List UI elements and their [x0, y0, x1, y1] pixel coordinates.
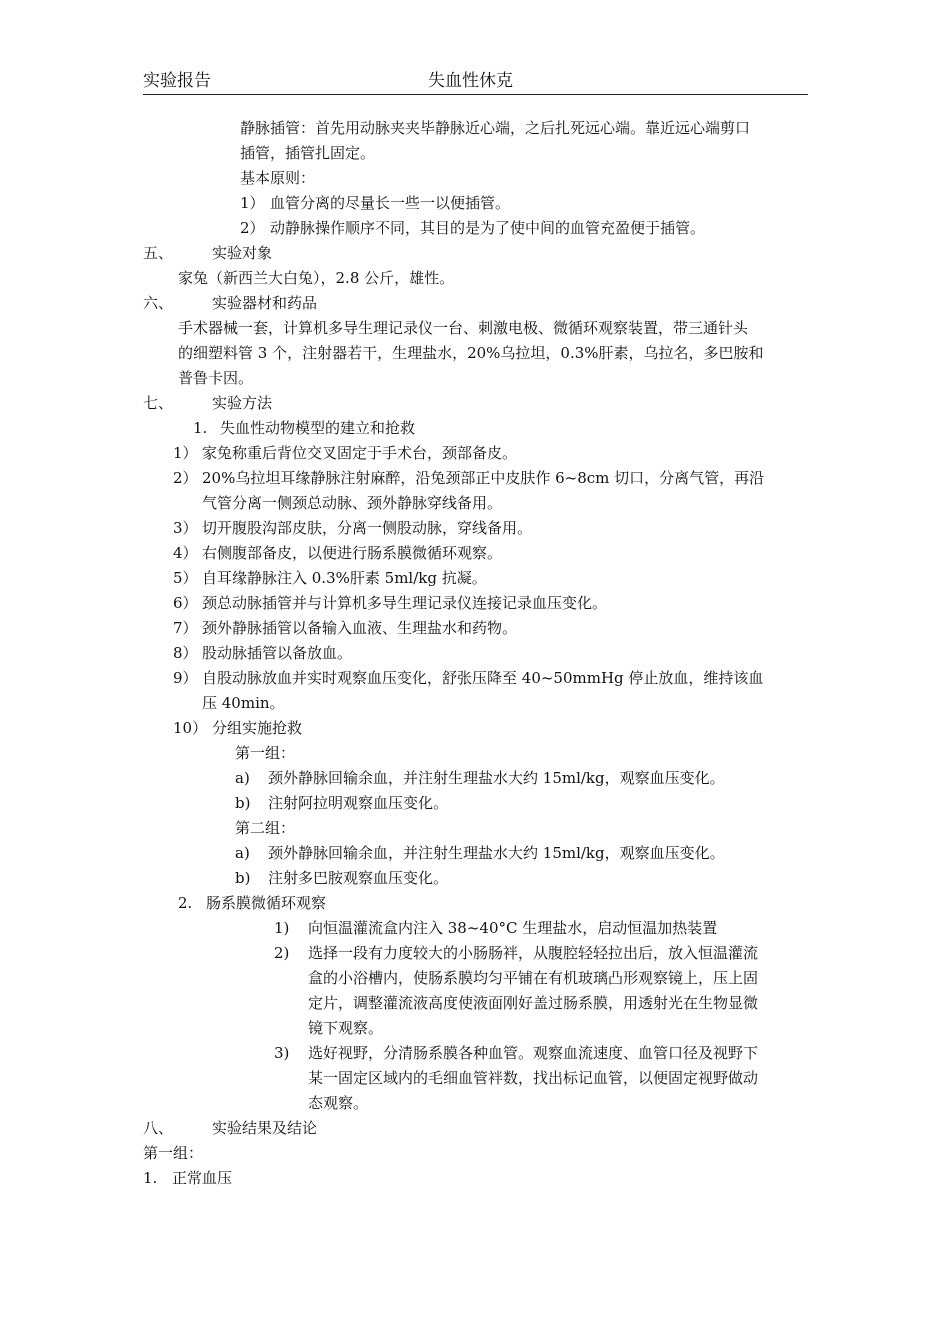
section-number: 八、 [143, 1119, 174, 1137]
list-number: 5） [173, 569, 198, 587]
group-label: 第一组： [235, 744, 296, 762]
list-item-text: 动静脉操作顺序不同，其目的是为了使中间的血管充盈便于插管。 [270, 219, 706, 237]
list-item-text: 压 40min。 [202, 694, 285, 712]
list-item-text: 镜下观察。 [308, 1019, 384, 1037]
section-heading: 实验结果及结论 [212, 1119, 318, 1137]
list-item-text: 气管分离一侧颈总动脉、颈外静脉穿线备用。 [202, 494, 503, 512]
list-number: 1） [173, 444, 198, 462]
body-text: 家兔（新西兰大白兔），2.8 公斤，雄性。 [178, 269, 455, 287]
list-item-text: 血管分离的尽量长一些一以便插管。 [270, 194, 511, 212]
body-text: 静脉插管：首先用动脉夹夹毕静脉近心端，之后扎死远心端。靠近远心端剪口 [240, 119, 751, 137]
list-item-text: 股动脉插管以备放血。 [202, 644, 353, 662]
list-item-text: 自股动脉放血并实时观察血压变化，舒张压降至 40~50mmHg 停止放血，维持该血 [202, 669, 764, 687]
section-heading: 实验方法 [212, 394, 273, 412]
list-number: 1) [274, 919, 290, 937]
list-item-text: 分组实施抢救 [212, 719, 303, 737]
list-number: 9） [173, 669, 198, 687]
group-label: 第一组： [143, 1144, 204, 1162]
list-number: 8） [173, 644, 198, 662]
list-item-text: 注射阿拉明观察血压变化。 [268, 794, 449, 812]
header-left: 实验报告 [143, 71, 211, 91]
list-item-text: 切开腹股沟部皮肤，分离一侧股动脉，穿线备用。 [202, 519, 533, 537]
subsection-heading: 失血性动物模型的建立和抢救 [220, 419, 416, 437]
list-item-text: 颈外静脉回输余血，并注射生理盐水大约 15ml/kg，观察血压变化。 [268, 844, 725, 862]
list-number: 1） [240, 194, 265, 212]
body-text: 的细塑料管 3 个，注射器若干，生理盐水，20%乌拉坦，0.3%肝素，乌拉名，多巴胺和 [178, 344, 764, 362]
body-text: 手术器械一套，计算机多导生理记录仪一台、刺激电极、微循环观察装置，带三通针头 [178, 319, 749, 337]
section-heading: 实验器材和药品 [212, 294, 318, 312]
group-label: 第二组： [235, 819, 296, 837]
subsection-number: 1. [193, 419, 208, 437]
header-center: 失血性休克 [428, 71, 513, 91]
list-item-text: 注射多巴胺观察血压变化。 [268, 869, 449, 887]
list-letter: a) [235, 844, 250, 862]
list-item-text: 20%乌拉坦耳缘静脉注射麻醉，沿兔颈部正中皮肤作 6~8cm 切口，分离气管，再沿 [202, 469, 765, 487]
list-letter: b) [235, 794, 251, 812]
list-item-text: 颈外静脉插管以备输入血液、生理盐水和药物。 [202, 619, 518, 637]
section-number: 五、 [143, 244, 174, 262]
list-item-text: 向恒温灌流盒内注入 38~40°C 生理盐水，启动恒温加热装置 [308, 919, 718, 937]
list-letter: b) [235, 869, 251, 887]
list-number: 2） [173, 469, 198, 487]
list-number: 2） [240, 219, 265, 237]
list-number: 2) [274, 944, 290, 962]
list-item-text: 选好视野，分清肠系膜各种血管。观察血流速度、血管口径及视野下 [308, 1044, 759, 1062]
section-number: 七、 [143, 394, 174, 412]
subsection-number: 2. [178, 894, 193, 912]
list-item-text: 盒的小浴槽内，使肠系膜均匀平铺在有机玻璃凸形观察镜上，压上固 [308, 969, 759, 987]
body-text: 普鲁卡因。 [178, 369, 254, 387]
list-item-text: 正常血压 [172, 1169, 233, 1187]
list-item-text: 定片，调整灌流液高度使液面刚好盖过肠系膜，用透射光在生物显微 [308, 994, 759, 1012]
list-number: 1. [143, 1169, 158, 1187]
section-number: 六、 [143, 294, 174, 312]
body-text: 基本原则： [240, 169, 316, 187]
list-item-text: 颈总动脉插管并与计算机多导生理记录仪连接记录血压变化。 [202, 594, 608, 612]
list-number: 3） [173, 519, 198, 537]
list-item-text: 右侧腹部备皮，以便进行肠系膜微循环观察。 [202, 544, 503, 562]
list-letter: a) [235, 769, 250, 787]
section-heading: 实验对象 [212, 244, 273, 262]
list-number: 6） [173, 594, 198, 612]
list-item-text: 某一固定区域内的毛细血管袢数，找出标记血管，以便固定视野做动 [308, 1069, 759, 1087]
list-number: 4） [173, 544, 198, 562]
list-item-text: 颈外静脉回输余血，并注射生理盐水大约 15ml/kg，观察血压变化。 [268, 769, 725, 787]
list-number: 7） [173, 619, 198, 637]
list-item-text: 自耳缘静脉注入 0.3%肝素 5ml/kg 抗凝。 [202, 569, 487, 587]
list-number: 10） [173, 719, 208, 737]
body-text: 插管，插管扎固定。 [240, 144, 376, 162]
list-item-text: 家兔称重后背位交叉固定于手术台，颈部备皮。 [202, 444, 518, 462]
list-item-text: 选择一段有力度较大的小肠肠袢，从腹腔轻轻拉出后，放入恒温灌流 [308, 944, 759, 962]
list-item-text: 态观察。 [308, 1094, 369, 1112]
subsection-heading: 肠系膜微循环观察 [206, 894, 327, 912]
list-number: 3) [274, 1044, 290, 1062]
header-rule [143, 94, 808, 95]
